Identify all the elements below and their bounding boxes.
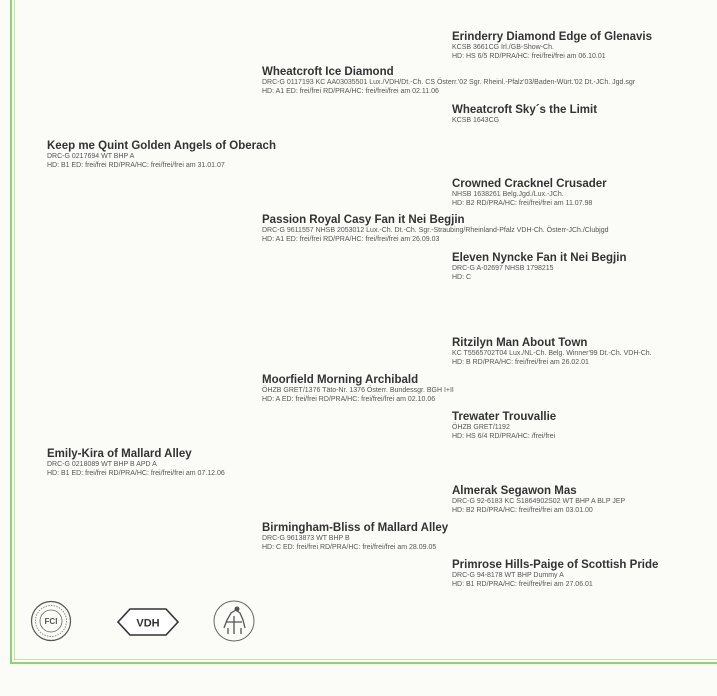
frame-bottom-line (10, 662, 717, 664)
dog-name: Moorfield Morning Archibald (262, 374, 419, 386)
dog-detail: HD: A ED: frei/frei RD/PRA/HC: frei/frei/frei am 02.10.06 (262, 395, 436, 403)
dog-detail: HD: B1 ED: frei/frei RD/PRA/HC: frei/frei/frei am 31.01.07 (47, 161, 225, 169)
grandparent-entry-5 (452, 336, 652, 367)
dog-detail: KCSB 1643CG (452, 117, 500, 124)
dog-detail: HD: B1 ED: frei/frei RD/PRA/HC: frei/frei/frei am 07.12.06 (47, 469, 225, 477)
dog-name: Crowned Cracknel Crusader (452, 178, 607, 190)
dog-detail: DRC-G A-02697 NHSB 1798215 (452, 265, 554, 272)
parent-entry-3 (262, 373, 454, 404)
dog-detail: HD: B2 RD/PRA/HC: frei/frei/frei am 11.07.98 (452, 199, 593, 207)
dog-name: Keep me Quint Golden Angels of Oberach (47, 140, 276, 152)
dog-name: Emily-Kira of Mallard Alley (47, 448, 192, 460)
subject-entry-1 (47, 139, 276, 170)
dog-detail: NHSB 1638261 Belg.Jgd./Lux.-JCh. (452, 191, 564, 198)
dog-name: Birmingham-Bliss of Mallard Alley (262, 522, 449, 534)
dog-detail: DRC-G 0217694 WT BHP A (47, 153, 135, 160)
dog-detail: ÖHZB GRET/1192 (452, 424, 510, 431)
dog-detail: DRC-G 92-6183 KC S1864902S02 WT BHP A BLP JEP (452, 498, 626, 505)
frame-bottom-inner-line (14, 659, 717, 660)
grandparent-entry-4 (452, 251, 626, 282)
dog-name: Eleven Nyncke Fan it Nei Begjin (452, 252, 627, 264)
parent-entry-4 (262, 521, 448, 552)
dog-name: Trewater Trouvallie (452, 411, 557, 423)
dog-name: Erinderry Diamond Edge of Glenavis (452, 31, 653, 43)
dog-detail: HD: HS 6/5 RD/PRA/HC: frei/frei/frei am 06.10.01 (452, 52, 606, 60)
dog-detail: HD: A1 ED: frei/frei RD/PRA/HC: frei/frei/frei am 02.11.06 (262, 87, 439, 95)
grandparent-entry-8 (452, 558, 658, 589)
fci-logo (30, 600, 72, 642)
fci-logo-text: FCI (44, 617, 58, 626)
parent-entry-2 (262, 213, 609, 244)
grandparent-entry-3 (452, 177, 607, 208)
dog-detail: HD: B RD/PRA/HC: frei/frei/frei am 26.02.01 (452, 358, 589, 366)
parent-entry-1 (262, 65, 635, 96)
dog-detail: DRC-G 94-8178 WT BHP Dummy A (452, 572, 564, 579)
dog-name: Ritzilyn Man About Town (452, 337, 588, 349)
subject-entry-2 (47, 447, 225, 478)
dog-name: Wheatcroft Sky´s the Limit (452, 104, 598, 116)
grandparent-entry-7 (452, 484, 625, 515)
dog-detail: DRC-G 9611557 NHSB 2053012 Lux.-Ch. Dt.-Ch. Sgr.-Straubing/Rheinland-Pfalz VDH-Ch. Österr-JCh./Clubjgd (262, 227, 609, 234)
frame-left-line (10, 0, 12, 664)
grandparent-entry-2 (452, 103, 597, 126)
vdh-logo-text: VDH (136, 617, 160, 630)
dog-detail: DRC-G 0117193 KC AA03035501 Lux./VDH/Dt.-Ch. CS Österr.'02 Sgr. Rheinl.-Pfalz'03/Baden-Würt.'02 Dt.-JCh. Jgd.sgr (262, 79, 636, 86)
dog-detail: HD: B1 RD/PRA/HC: frei/frei/frei am 27.06.01 (452, 580, 593, 588)
dog-name: Almerak Segawon Mas (452, 485, 577, 497)
dog-detail: HD: B2 RD/PRA/HC: frei/frei/frei am 03.01.00 (452, 506, 593, 514)
dog-name: Passion Royal Casy Fan it Nei Begjin (262, 214, 465, 226)
dog-detail: ÖHZB GRET/1376 Täto-Nr. 1376 Österr. Bundessgr. BGH I+II (262, 387, 454, 394)
dog-detail: HD: C (452, 273, 472, 281)
frame-left-inner-line (14, 0, 15, 660)
dog-detail: HD: C ED: frei/frei RD/PRA/HC: frei/frei/frei am 28.09.05 (262, 543, 437, 551)
vdh-logo (116, 606, 180, 638)
dog-name: Primrose Hills-Paige of Scottish Pride (452, 559, 659, 571)
dog-detail: DRC-G 0218089 WT BHP B APD A (47, 461, 157, 468)
dog-detail: KC T5565702T04 Lux./NL-Ch. Belg. Winner'99 Dt.-Ch. VDH-Ch. (452, 350, 652, 357)
dog-name: Wheatcroft Ice Diamond (262, 66, 394, 78)
dog-detail: HD: HS 6/4 RD/PRA/HC: /frei/frei (452, 432, 556, 440)
dog-detail: KCSB 3661CG Irl./GB-Show-Ch. (452, 44, 554, 51)
dog-detail: DRC-G 9613873 WT BHP B (262, 535, 350, 542)
grandparent-entry-1 (452, 30, 652, 61)
dog-detail: HD: A1 ED: frei/frei RD/PRA/HC: frei/frei/frei am 26.09.03 (262, 235, 440, 243)
dog-club-logo (212, 598, 256, 644)
grandparent-entry-6 (452, 410, 556, 441)
